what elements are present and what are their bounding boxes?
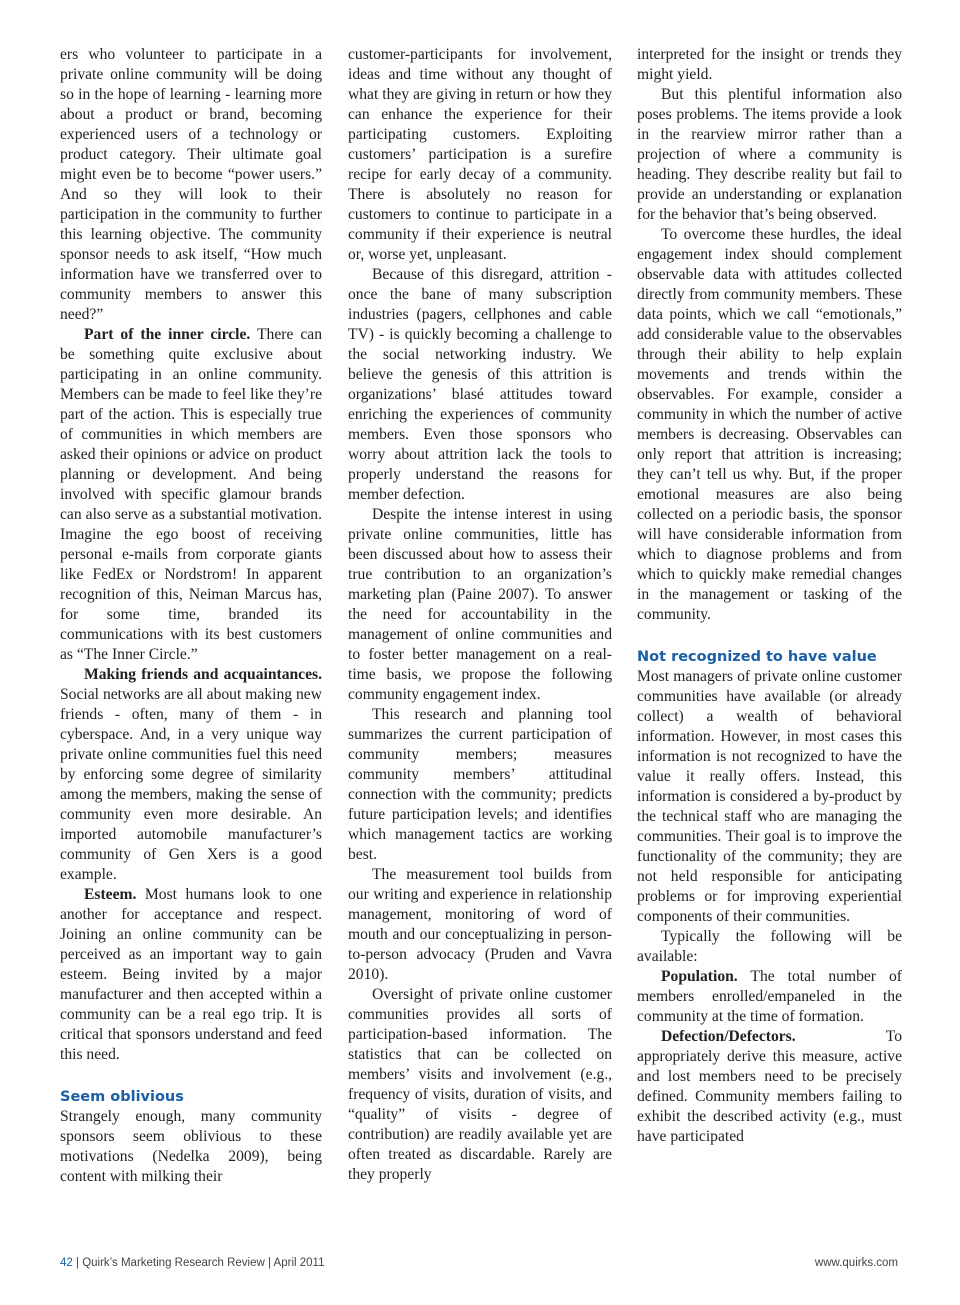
website-link[interactable]: www.quirks.com (814, 1257, 898, 1269)
paragraph-text: There can be something quite exclusive about participating in an online community. Members can be made to feel like they’re part of the action. This is especially true of communities in which members are asked their opinions or advice on product planning or development. And being involved with specific glamour brands can also serve as a substantial motivation. Imagine the ego boost of receiving personal e-mails from corporate giants like FedEx or Nordstrom! In apparent recognition of this, Neiman Marcus has, for some time, branded its communications with its best customers as “The Inner Circle.” (60, 326, 322, 663)
paragraph-text: Most managers of private online customer communities have available (or already collect) a wealth of behavioral information. However, in most cases this information is not recognized to have the value it really offers. Instead, this information is considered a by-product by the technical staff who are managing the communities. Their goal is to improve the functionality of the community; they are not held responsible for anticipating problems or for improving experiential components of their communities. (637, 668, 902, 925)
body-paragraph (348, 265, 612, 505)
body-paragraph (348, 45, 612, 265)
paragraph-text: Typically the following will be available: (637, 928, 902, 965)
paragraph-text: Most humans look to one another for acceptance and respect. Joining an online community can be perceived as an important way to gain esteem. Being invited by a major manufacturer and then accepted within a community can be a real ego trip. It is critical that sponsors understand and feed this need. (60, 886, 322, 1063)
footer-separator: | (267, 1257, 271, 1269)
paragraph-text: The total number of members enrolled/empaneled in the community at the time of formation. (637, 968, 902, 1025)
paragraph-text: interpreted for the insight or trends they might yield. (637, 46, 902, 83)
paragraph-lead-in: Part of the inner circle. (84, 326, 251, 343)
page-footer (60, 1257, 898, 1273)
publication-name: Quirk’s Marketing Research Review (82, 1257, 265, 1269)
issue-date: April 2011 (273, 1257, 325, 1269)
article-column-2 (348, 45, 612, 1185)
body-paragraph (60, 325, 322, 665)
paragraph-text: Social networks are all about making new friends - often, many of them - in cyberspace. And, in a very unique way private online communities fuel this need by enforcing some degree of similarity among the members, making the sense of community even more desirable. An imported automobile manufacturer’s community of Gen Xers is a good example. (60, 686, 322, 883)
body-paragraph (637, 225, 902, 625)
paragraph-lead-in: Esteem. (84, 886, 137, 903)
body-paragraph (60, 665, 322, 885)
body-paragraph (60, 45, 322, 325)
body-paragraph (60, 1107, 322, 1187)
body-paragraph (348, 705, 612, 865)
paragraph-text: To overcome these hurdles, the ideal engagement index should complement observable data with attitudes collected directly from community members. These data points, which we call “emotionals,” add considerable value to the observables through their ability to help explain movements and trends within the observables. For example, consider a community in which the number of active members is decreasing. Observables can only report that attrition is increasing; they can’t tell us why. But, if the proper emotional measures are also being collected on a periodic basis, the sponsor will have considerable information from which to diagnose problems and from which to quickly make remedial changes in the management or tasking of the community. (637, 226, 902, 623)
body-paragraph (60, 885, 322, 1065)
article-column-3 (637, 45, 902, 1147)
paragraph-lead-in: Population. (661, 968, 738, 985)
body-paragraph (348, 505, 612, 705)
paragraph-text: customer-participants for involvement, ideas and time without any thought of what they are giving in return or how they can enhance the experience for their participating customers. Exploiting customers’ participation is a surefire recipe for early decay of a community. There is absolutely no reason for customers to continue to participate in a community if their experience is neutral or, worse yet, unpleasant. (348, 46, 612, 263)
body-paragraph (637, 927, 902, 967)
paragraph-lead-in: Defection/Defectors. (661, 1028, 796, 1045)
paragraph-text: This research and planning tool summarizes the current participation of community members; measures community members’ attitudinal connection with the community; predicts future participation levels; and identifies which management tactics are working best. (348, 706, 612, 863)
body-paragraph (637, 667, 902, 927)
footer-separator: | (76, 1257, 79, 1269)
section-heading: Seem oblivious (60, 1089, 184, 1105)
paragraph-text: The measurement tool builds from our writing and experience in relationship management, monitoring of word of mouth and our conceptualizing in person-to-person advocacy (Pruden and Vavra 2010). (348, 866, 612, 983)
page-number: 42 (60, 1257, 73, 1269)
body-paragraph (637, 967, 902, 1027)
paragraph-text: Oversight of private online customer communities provides all sorts of participation-based information. The statistics that can be collected on members’ visits and involvement (e.g., frequency of visits, duration of visits, and “quality” of visits - degree of contribution) are readily available yet are often treated as discardable. Rarely are they properly (348, 986, 612, 1183)
body-paragraph (637, 85, 902, 225)
paragraph-lead-in: Making friends and acquaintances. (84, 666, 322, 683)
paragraph-text: But this plentiful information also poses problems. The items provide a look in the rearview mirror rather than a projection of where a community is heading. They describe reality but fail to provide an understanding or explanation for the behavior that’s being observed. (637, 86, 902, 223)
paragraph-text: To appropriately derive this measure, active and lost members need to be precisely defined. Community members failing to exhibit the described activity (e.g., must have participated (637, 1028, 902, 1145)
paragraph-text: ers who volunteer to participate in a private online community will be doing so in the hope of learning - learning more about a product or brand, becoming experienced users of a technology or product category. Their ultimate goal might even be to become “power users.” And so they will look to their participation in the community to further this learning objective. The community sponsor needs to ask itself, “How much information have we transferred over to community members to answer this need?” (60, 46, 322, 323)
body-paragraph (637, 1027, 902, 1147)
paragraph-text: Because of this disregard, attrition - once the bane of many subscription industries (pagers, cellphones and cable TV) - is quickly becoming a challenge to the social networking industry. We believe the genesis of this attrition is organizations’ blasé attitudes toward enriching the experiences of community members. Even those sponsors who worry about attrition lack the tools to properly understand the reasons for member defection. (348, 266, 612, 503)
article-column-1 (60, 45, 322, 1187)
body-paragraph (348, 865, 612, 985)
body-paragraph (348, 985, 612, 1185)
paragraph-text: Despite the intense interest in using private online communities, little has been discussed about how to assess their true contribution to an organization’s marketing plan (Paine 2007). To answer the need for accountability in the management of online communities and to foster better management on a real-time basis, we propose the following community engagement index. (348, 506, 612, 703)
body-paragraph (637, 45, 902, 85)
paragraph-text: Strangely enough, many community sponsors seem oblivious to these motivations (Nedelka 2009), being content with milking their (60, 1108, 322, 1185)
section-heading: Not recognized to have value (637, 649, 877, 665)
